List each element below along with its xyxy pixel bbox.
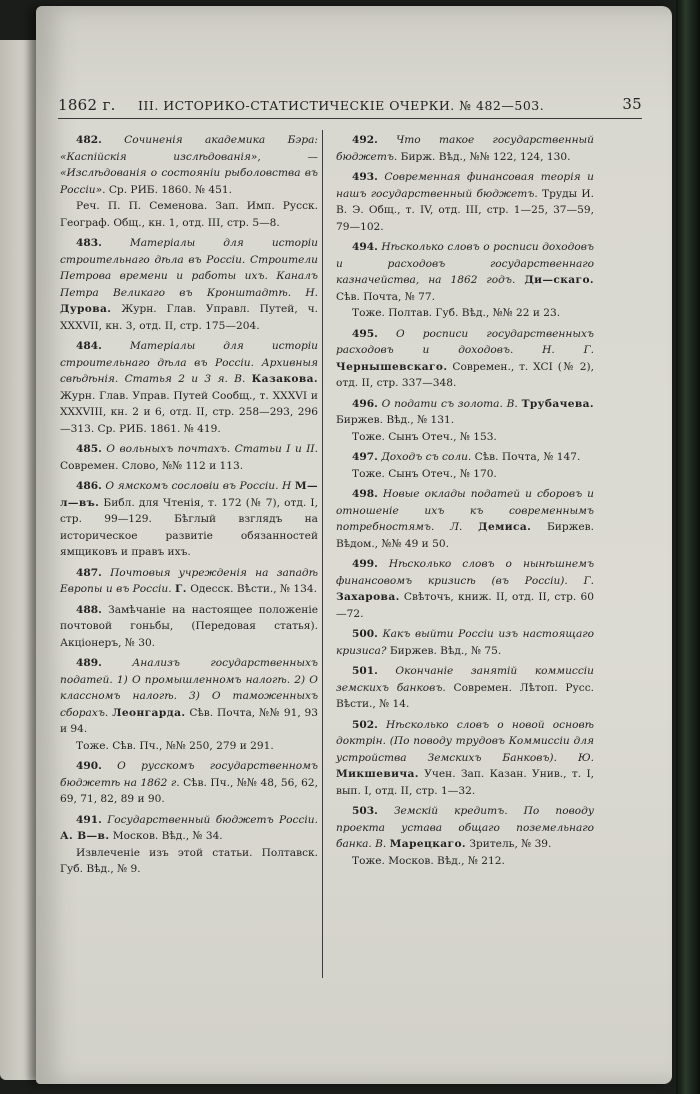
entry-author: Марецкаго. — [389, 838, 466, 850]
entry-title: Нѣсколько словъ о новой основѣ доктрін. (По поводу трудовъ Коммиссіи для устройства Земскихъ Банковъ). Ю. — [336, 718, 594, 764]
entry-author: Захарова. — [336, 591, 400, 603]
entry-text: Журн. Глав. Управл. Путей, ч. XXXVII, кн. 3, отд. II, стр. 175—204. — [60, 303, 318, 332]
entry-author: Трубачева. — [521, 397, 594, 410]
entry-num: 500. — [352, 628, 378, 640]
entry-text: Биржев. Вѣд., № 75. — [389, 644, 502, 657]
entry-author: Демиса. — [478, 521, 532, 533]
entry-num: 494. — [352, 241, 378, 253]
bibliography-entry — [60, 338, 318, 437]
right-column — [336, 132, 594, 873]
entry-text: Свѣточъ, книж. II, отд. II, стр. 60—72. — [336, 591, 594, 620]
entry-sub: Тоже. Сѣв. Пч., №№ 250, 279 и 291. — [76, 739, 274, 752]
entry-author: А. В—в. — [60, 830, 110, 842]
entry-num: 492. — [352, 134, 378, 146]
entry-num: 485. — [76, 443, 102, 455]
bibliography-entry — [336, 717, 594, 800]
bibliography-entry — [336, 626, 594, 659]
entry-title: Современная финансовая теорія и нашъ государственный бюджетъ. — [336, 171, 594, 200]
entry-title: Анализъ государственныхъ податей. 1) О промышленномъ налогѣ. 2) О классномъ налогѣ. 3) О таможенныхъ сборахъ. — [60, 657, 318, 719]
page-number: 35 — [622, 95, 642, 113]
entry-num: 484. — [76, 340, 102, 352]
entry-title: О русскомъ государственномъ бюджетѣ на 1862 г. — [60, 760, 318, 789]
entry-num: 483. — [76, 237, 102, 249]
entry-text: Замѣчаніе на настоящее положеніе почтовой гоньбы, (Передовая статья). Акціонеръ, № 30. — [60, 603, 318, 649]
entry-text: Сѣв. Пч., №№ 48, 56, 62, 69, 71, 82, 89 и 90. — [60, 776, 318, 805]
entry-text: Труды И. В. Э. Общ., т. IV, отд. III, стр. 1—25, 37—59, 79—102. — [336, 187, 594, 233]
entry-num: 493. — [352, 171, 378, 183]
bibliography-entry — [336, 556, 594, 622]
bibliography-entry — [60, 235, 318, 334]
entry-text: Современ., т. XCI (№ 2), отд. II, стр. 337—348. — [336, 360, 595, 389]
entry-title: О вольныхъ почтахъ. Статьи I и II. — [106, 443, 318, 455]
entry-text: Сѣв. Почта, №№ 91, 93 и 94. — [60, 706, 319, 735]
bibliography-entry — [60, 758, 318, 808]
entry-text: Зритель, № 39. — [469, 838, 552, 850]
entry-text: Биржев. Вѣд., № 131. — [336, 414, 455, 426]
left-column — [60, 132, 318, 882]
entry-text: Бирж. Вѣд., №№ 122, 124, 130. — [400, 150, 571, 163]
entry-sub: Тоже. Полтав. Губ. Вѣд., №№ 22 и 23. — [352, 307, 561, 319]
header-year: 1862 г. — [58, 96, 116, 114]
entry-author: Дурова. — [60, 303, 112, 315]
entry-title: Нѣсколько словъ о росписи доходовъ и расходовъ государственнаго казначейства, на 1862 годъ. — [336, 241, 594, 286]
bibliography-entry — [60, 565, 318, 598]
entry-title: Сочиненія академика Бэра: «Каспійскія изслѣдованія», — «Изслѣдованія о состояніи рыболовства въ Россіи». — [60, 134, 318, 196]
entry-num: 489. — [76, 657, 102, 669]
entry-author: Леонгарда. — [112, 706, 186, 719]
bibliography-entry — [336, 239, 594, 322]
entry-author: М—л—въ. — [60, 480, 318, 509]
entry-title: Какъ выйти Россіи изъ настоящаго кризиса? — [336, 628, 594, 657]
book-binding — [676, 0, 700, 1094]
entry-num: 491. — [76, 813, 102, 826]
entry-title: Государственный бюджетъ Россіи. — [107, 813, 318, 826]
entry-num: 496. — [352, 397, 378, 410]
entry-num: 487. — [76, 566, 102, 579]
entry-text: Сѣв. Почта, № 147. — [474, 451, 581, 463]
column-divider — [322, 130, 323, 978]
entry-sub: Реч. П. П. Семенова. Зап. Имп. Русск. Географ. Общ., кн. 1, отд. III, стр. 5—8. — [60, 200, 318, 229]
bibliography-entry — [336, 326, 594, 392]
entry-text: Современ. Слово, №№ 112 и 113. — [60, 459, 244, 472]
entry-author: Г. — [175, 583, 187, 595]
entry-title: Матеріалы для исторіи строительнаго дѣла въ Россіи. Строители Петрова времени и работы ихъ. Каналъ Петра Великаго въ Кронштадтѣ. Н. — [60, 237, 319, 299]
bibliography-entry — [336, 396, 594, 446]
entry-text: Сѣв. Почта, № 77. — [336, 290, 435, 303]
entry-text: Одесск. Вѣсти., № 134. — [190, 583, 317, 595]
entry-title: О подати съ золота. В. — [381, 397, 518, 410]
entry-sub: Тоже. Сынъ Отеч., № 153. — [352, 430, 497, 443]
entry-num: 486. — [76, 480, 102, 492]
entry-author: Ди—скаго. — [524, 274, 594, 286]
entry-sub: Извлеченіе изъ этой статьи. Полтавск. Губ. Вѣд., № 9. — [60, 846, 318, 875]
entry-num: 502. — [352, 718, 378, 731]
entry-num: 497. — [352, 451, 378, 463]
bibliography-entry — [60, 602, 318, 652]
entry-title: Окончаніе занятій коммиссіи земскихъ банковъ. — [336, 665, 594, 694]
entry-num: 498. — [352, 488, 378, 500]
bibliography-entry — [60, 478, 318, 561]
entry-num: 503. — [352, 805, 378, 817]
entry-title: Доходъ съ соли. — [381, 451, 472, 463]
entry-num: 482. — [76, 134, 102, 146]
entry-sub: Тоже. Сынъ Отеч., № 170. — [352, 467, 497, 480]
entry-num: 501. — [352, 665, 378, 677]
header-title: III. ИСТОРИКО-СТАТИСТИЧЕСКІЕ ОЧЕРКИ. № 482—503. — [138, 98, 545, 113]
bibliography-entry — [336, 486, 594, 552]
entry-title: Что такое государственный бюджетъ. — [336, 134, 594, 163]
entry-author: Чернышевскаго. — [336, 360, 448, 373]
bibliography-entry — [336, 169, 594, 235]
entry-title: Земскій кредитъ. По поводу проекта устава общаго поземельнаго банка. В. — [336, 805, 594, 850]
entry-sub: Тоже. Москов. Вѣд., № 212. — [352, 854, 505, 867]
bibliography-entry — [60, 655, 318, 754]
entry-text: Учен. Зап. Казан. Унив., т. I, вып. I, отд. II, стр. 1—32. — [336, 768, 594, 797]
entry-text: Современ. Лѣтоп. Русс. Вѣсти., № 14. — [336, 681, 594, 710]
bibliography-entry — [60, 812, 318, 878]
entry-author: Микшевича. — [336, 768, 419, 780]
running-header — [58, 92, 642, 119]
entry-author: Казакова. — [251, 373, 318, 385]
bibliography-entry — [60, 132, 318, 231]
bibliography-entry — [336, 663, 594, 713]
bibliography-entry — [336, 132, 594, 165]
entry-num: 495. — [352, 327, 378, 340]
entry-title: Нѣсколько словъ о нынѣшнемъ финансовомъ кризисѣ (въ Россіи). Г. — [336, 558, 594, 587]
entry-text: Москов. Вѣд., № 34. — [112, 830, 223, 842]
entry-title: О ямскомъ сословіи въ Россіи. Н — [105, 480, 292, 492]
book-page — [36, 6, 672, 1084]
entry-num: 499. — [352, 558, 378, 570]
entry-title: Почтовыя учрежденія на западѣ Европы и въ Россіи. — [60, 566, 318, 595]
entry-text: Биржев. Вѣдом., №№ 49 и 50. — [336, 521, 594, 550]
entry-text: Журн. Глав. Управ. Путей Сообщ., т. XXXVI и XXXVIII, кн. 2 и 6, отд. II, стр. 258—293, 296—313. Ср. РИБ. 1861. № 419. — [60, 389, 318, 435]
entry-title: Матеріалы для исторіи строительнаго дѣла въ Россіи. Архивныя свѣдѣнія. Статья 2 и 3 я. В. — [60, 340, 319, 385]
entry-num: 488. — [76, 603, 102, 616]
entry-title: О росписи государственныхъ расходовъ и доходовъ. Н. Г. — [336, 327, 594, 356]
entry-text: Библ. для Чтенія, т. 172 (№ 7), отд. I, стр. 99—129. Бѣглый взглядъ на историческое развитіе обязанностей ямщиковъ и правъ ихъ. — [60, 496, 318, 558]
entry-title: Новые оклады податей и сборовъ и отношеніе ихъ къ современнымъ потребностямъ. Л. — [336, 488, 594, 533]
bibliography-entry — [60, 441, 318, 474]
entry-num: 490. — [76, 760, 102, 772]
bibliography-entry — [336, 449, 594, 482]
entry-text: Ср. РИБ. 1860. № 451. — [108, 183, 232, 196]
bibliography-entry — [336, 803, 594, 869]
